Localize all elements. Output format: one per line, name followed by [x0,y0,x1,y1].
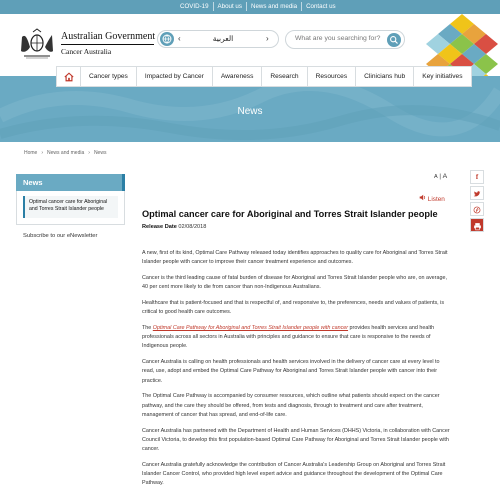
page-title: News [237,106,263,117]
breadcrumb-separator: › [88,150,90,156]
logo-divider [61,44,154,45]
gov-name: Australian Government [61,31,156,42]
paragraph-text: The [142,325,153,331]
article-body [142,249,450,495]
search-box[interactable] [285,30,405,49]
article-paragraph [142,324,450,352]
nav-key-initiatives[interactable]: Key initiatives [422,73,463,80]
paragraph-text: provides health services and health professionals across all sectors in Australia with principles and guidance to ensure that care is responsive to the needs of Indigenous people. [142,325,435,350]
article-paragraph: Healthcare that is patient-focused and that is respectful of, and responsive to, the preferences, needs and values of patients, is critical to good health care outcomes. [142,300,445,316]
article-paragraph: Cancer Australia gratefully acknowledge the contribution of Cancer Australia's Leadership Group on Aboriginal and Torres Strait Islander Cancer Control, who provided high level expert advice and guidance throughout the development of the Optimal Care Pathway. [142,461,446,487]
nav-awareness[interactable]: Awareness [213,67,263,86]
listen-label: Listen [427,196,445,203]
nav-impacted-by-cancer[interactable]: Impacted by Cancer [137,67,213,86]
optimal-care-pathway-link[interactable]: Optimal Care Pathway for Aboriginal and Torres Strait Islander people with cancer [152,325,349,331]
sidebar-menu [16,191,125,225]
release-date-label: Release Date [142,224,177,230]
printer-glyph [473,222,482,231]
chevron-left-icon[interactable]: ‹ [178,34,181,43]
breadcrumb [24,150,110,156]
site-logo[interactable] [18,27,156,65]
twitter-glyph [473,190,481,198]
nav-research[interactable]: Research [262,67,307,86]
text-size-large[interactable]: A [442,173,448,180]
pinterest-icon[interactable] [470,202,484,216]
search-button[interactable] [387,33,401,47]
utility-link-about[interactable]: About us [214,2,247,11]
agency-name: Cancer Australia [61,47,112,56]
facebook-icon[interactable]: f [470,170,484,184]
pinterest-glyph [473,206,481,214]
article-title: Optimal cancer care for Aboriginal and Torres Strait Islander people [142,209,438,219]
release-date-value: 02/08/2018 [178,224,207,230]
text-size-controls [434,173,447,180]
breadcrumb-news: News [93,150,107,156]
article-paragraph: The Optimal Care Pathway is accompanied by consumer resources, which outline what patients should expect on the cancer pathway, and the care they should be offered, from tests and diagnosis, through to treatment and care after treatment, management of cancer that has spread, and end-of-life care. [142,393,440,418]
breadcrumb-news-media[interactable]: News and media [47,150,85,156]
globe-icon [160,32,174,46]
nav-clinicians-hub[interactable]: Clinicians hub [356,67,414,86]
article-paragraph: Cancer Australia is calling on health professionals and health services involved in the delivery of cancer care at every level to read, use, adopt and embed the Optimal Care Pathway for Aboriginal and Torres Strait Islander people with cancer into their practice. [142,359,440,384]
article-paragraph: Cancer Australia has partnered with the Department of Health and Human Services (DHHS) Victoria, in collaboration with Cancer Council Victoria, to develop this first population-based Optimal Care Pathway for Aboriginal and Torres Strait Islander people with cancer. [142,427,450,453]
print-icon[interactable] [470,218,484,232]
search-input[interactable]: What are you searching for? [295,35,381,42]
utility-bar [0,0,500,14]
nav-home[interactable] [57,67,81,86]
coat-of-arms-icon [18,27,56,63]
utility-link-contact[interactable]: Contact us [306,3,336,10]
utility-link-news-media[interactable]: News and media [247,2,302,11]
article-paragraph: Cancer is the third leading cause of fatal burden of disease for Aboriginal and Torres Strait Islander people who are, on average, 40 per cent more likely to die from cancer than non-Indigenous Australians. [142,275,447,291]
language-value: العربية [212,34,234,43]
sidebar [16,174,125,239]
text-size-small[interactable]: A [434,174,438,180]
speaker-icon [419,194,426,201]
language-selector[interactable] [157,30,279,48]
article-paragraph: A new, first of its kind, Optimal Care Pathway released today identifies approaches to quality care for Aboriginal and Torres Strait Islander people with cancer to improve their cancer treatment experience and outcomes. [142,250,448,266]
utility-link-covid[interactable]: COVID-19 [176,2,214,11]
home-icon [64,72,74,82]
sidebar-item-active[interactable]: Optimal cancer care for Aboriginal and Torres Strait Islander people [23,196,118,218]
nav-cancer-types[interactable]: Cancer types [81,67,137,86]
text-size-divider: | [439,174,443,180]
listen-button[interactable] [419,194,445,203]
share-bar [470,170,485,234]
search-icon [387,33,401,47]
main-nav-wrapper [0,66,500,88]
breadcrumb-home[interactable]: Home [24,150,38,156]
subscribe-link[interactable]: Subscribe to our eNewsletter [23,233,98,239]
utility-links [176,2,340,11]
twitter-icon[interactable] [470,186,484,200]
nav-resources[interactable]: Resources [308,67,357,86]
release-date [142,224,206,230]
breadcrumb-separator: › [41,150,44,156]
main-nav [56,66,472,87]
sidebar-heading[interactable]: News [16,174,125,191]
chevron-right-icon[interactable]: › [266,34,269,43]
